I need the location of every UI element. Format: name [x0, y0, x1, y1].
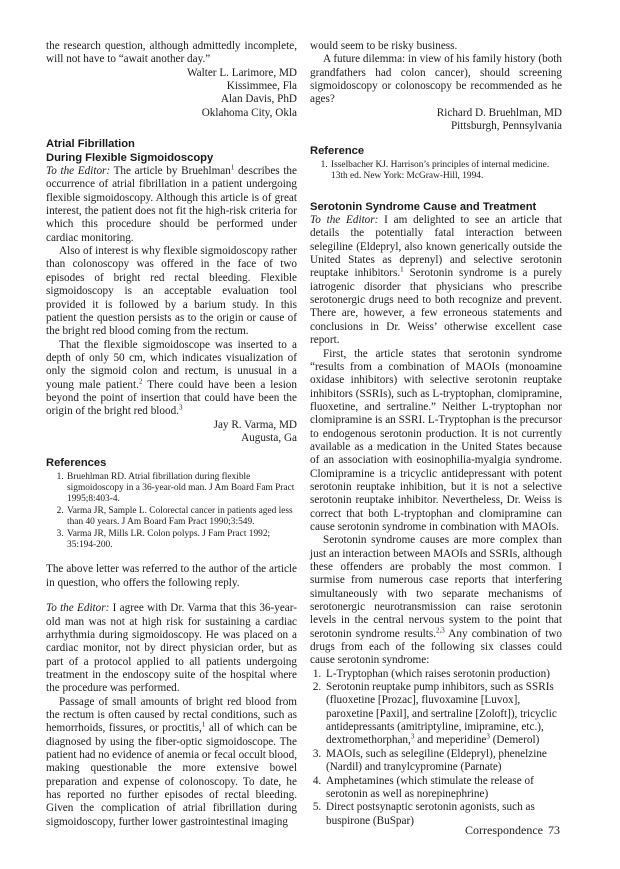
- page-footer: [460, 823, 560, 838]
- letter-paragraph: First, the article states that serotonin syndrome “results from a combination of MAOIs (monoamine oxidase inhibitors) with selective serotonin reuptake inhibitors (SSRIs), such as L-tryptophan, clomipramine, fluoxetine, and sertraline.” Neither L-tryptophan nor clomipramine is an SSRI. L-Tryptophan is the precursor to endogenous serotonin production. It is not currently available as a medication in the United States because of an association with eosinophilia-myalgia syndrome. Clomipramine is a tricyclic antidepressant with potent serotonin reuptake inhibition, but it is not a selective serotonin reuptake inhibitor. Nevertheless, Dr. Weiss is correct that both L-tryptophan and clomipramine can cause serotonin syndrome in combination with MAOIs.: [310, 347, 562, 533]
- cause-item: 4. Amphetamines (which stimulate the release of serotonin as well as norepinephrine): [324, 775, 562, 802]
- reply-paragraph: A future dilemma: in view of his family history (both grandfathers had colon cancer), should screening sigmoidoscopy or colonoscopy be recommended as he ages?: [310, 53, 562, 106]
- cause-item: 5. Direct postsynaptic serotonin agonists, such as buspirone (BuSpar): [324, 801, 562, 828]
- signature-line: Walter L. Larimore, MD: [186, 66, 297, 79]
- signature-line: Kissimmee, Fla: [226, 80, 297, 93]
- signature-line: Augusta, Ga: [241, 431, 297, 444]
- letter-paragraph: Serotonin syndrome causes are more complex than just an interaction between MAOIs and SSRIs, although these offenders are probably the most common. I surmise from numerous case reports that interfering simultaneously with two separate mechanisms of serotonergic neurotransmission can raise serotonin levels in the central nervous system to the point that serotonin syndrome results.$^{2,3}$ Any combination of two drugs from each of the following six classes could cause serotonin syndrome:: [310, 534, 562, 667]
- cause-item: 3. MAOIs, such as selegiline (Eldepryl), phenelzine (Nardil) and tranylcypromine (Parnate): [324, 748, 562, 775]
- right-column: [310, 40, 562, 828]
- signature-line: Jay R. Varma, MD: [213, 418, 297, 431]
- serotonin-causes-list: [310, 668, 562, 828]
- cause-item: 1. L-Tryptophan (which raises serotonin production): [324, 668, 562, 681]
- signature-larimore-davis: [46, 67, 297, 120]
- references-list: [46, 472, 297, 552]
- continued-paragraph: the research question, although admittedly incomplete, will not have to “await another day.”: [46, 40, 297, 66]
- letter-heading-atrial-fibrillation: [46, 138, 297, 165]
- letter-paragraph: To the Editor: The article by Bruehlman$^1$ describes the occurrence of atrial fibrillation in a patient undergoing flexible sigmoidoscopy. Although this article is of great interest, the patient does not fit the high-risk criteria for which this procedure should be performed under cardiac monitoring.: [46, 163, 297, 244]
- heading-line: During Flexible Sigmoidoscopy: [46, 151, 214, 164]
- salutation: To the Editor:: [46, 602, 110, 615]
- signature-varma: [46, 419, 297, 446]
- reply-paragraph: Passage of small amounts of bright red blood from the rectum is often caused by rectal conditions, such as hemorrhoids, fissures, or proctitis,$^1$ all of which can be diagnosed by using the fiber-optic sigmoidoscope. The patient had no evidence of anemia or fecal occult blood, making questionable the more extensive bowel preparation and expense of colonoscopy. To date, he has reported no further episodes of rectal bleeding. Given the complication of atrial fibrillation during sigmoidoscopy, further lower gastrointestinal imaging: [46, 695, 297, 828]
- signature-line: Richard D. Bruehlman, MD: [436, 106, 562, 119]
- heading-line: Atrial Fibrillation: [46, 138, 135, 151]
- reference-item: 1. Isselbacher KJ. Harrison’s principles of internal medicine. 13th ed. New York: McGraw-Hill, 1994.: [330, 160, 562, 183]
- salutation: To the Editor:: [310, 214, 379, 227]
- cause-item: 2. Serotonin reuptake pump inhibitors, such as SSRIs (fluoxetine [Prozac], fluvoxamine [Luvox], paroxetine [Paxil], and sertraline [Zoloft]), tricyclic antidepressants (amitriptyline, imipramine, etc.), dextromethorphan,$^3$ and meperidine$^3$ (Demerol): [324, 681, 562, 748]
- signature-line: Alan Davis, PhD: [220, 93, 297, 106]
- reference-list: [310, 160, 562, 183]
- signature-line: Pittsburgh, Pennsylvania: [450, 120, 562, 133]
- letter-heading-serotonin-syndrome: Serotonin Syndrome Cause and Treatment: [310, 200, 537, 213]
- referral-note: The above letter was referred to the author of the article in question, who offers the following reply.: [46, 563, 297, 589]
- reference-title: Reference: [310, 145, 365, 158]
- reference-item: 1. Bruehlman RD. Atrial fibrillation during flexible sigmoidoscopy in a 36-year-old man. J Am Board Fam Pract 1995;8:403-4.: [66, 472, 297, 506]
- footer-section-name: Correspondence: [465, 823, 543, 837]
- letter-paragraph: Also of interest is why flexible sigmoidoscopy rather than colonoscopy was offered in the face of two episodes of bright red rectal bleeding. Flexible sigmoidoscopy is an acceptable evaluation tool provided it is followed by a barium study. In this patient the question persists as to the origin or cause of the bright red blood coming from the rectum.: [46, 245, 297, 338]
- reference-item: 2. Varma JR, Sample L. Colorectal cancer in patients aged less than 40 years. J Am Board Fam Pract 1990;3:549.: [66, 506, 297, 529]
- continued-paragraph: would seem to be risky business.: [310, 40, 458, 52]
- letter-paragraph: To the Editor: I am delighted to see an article that details the potentially fatal interaction between selegiline (Eldepryl, also known generically outside the United States as deprenyl) and selective serotonin reuptake inhibitors.$^1$ Serotonin syndrome is a purely iatrogenic disorder that physicians who prescribe serotonergic drugs need to both recognize and prevent. There are, however, a few erroneous statements and conclusions in Dr. Weiss’ otherwise excellent case report.: [310, 214, 562, 347]
- reference-item: 3. Varma JR, Mills LR. Colon polyps. J Fam Pract 1992; 35:194-200.: [66, 529, 297, 552]
- signature-line: Oklahoma City, Okla: [201, 106, 297, 119]
- salutation: To the Editor:: [46, 165, 111, 178]
- letter-paragraph: That the flexible sigmoidoscope was inserted to a depth of only 50 cm, which indicates visualization of only the sigmoid colon and rectum, is unusual in a young male patient.$^2$ There could have been a lesion beyond the point of insertion that could have been the origin of the bright red blood.$^3$: [46, 338, 297, 418]
- references-title: References: [46, 457, 107, 470]
- reply-paragraph: To the Editor: I agree with Dr. Varma that this 36-year-old man was not at high risk for sustaining a cardiac arrhythmia during sigmoidoscopy. He was placed on a cardiac monitor, not by direct physician order, but as part of a protocol applied to all patients undergoing treatment in the endoscopy suite of the hospital where the procedure was performed.: [46, 602, 297, 695]
- left-column: [46, 40, 297, 829]
- signature-bruehlman: [310, 107, 562, 134]
- page-number: 73: [548, 823, 560, 837]
